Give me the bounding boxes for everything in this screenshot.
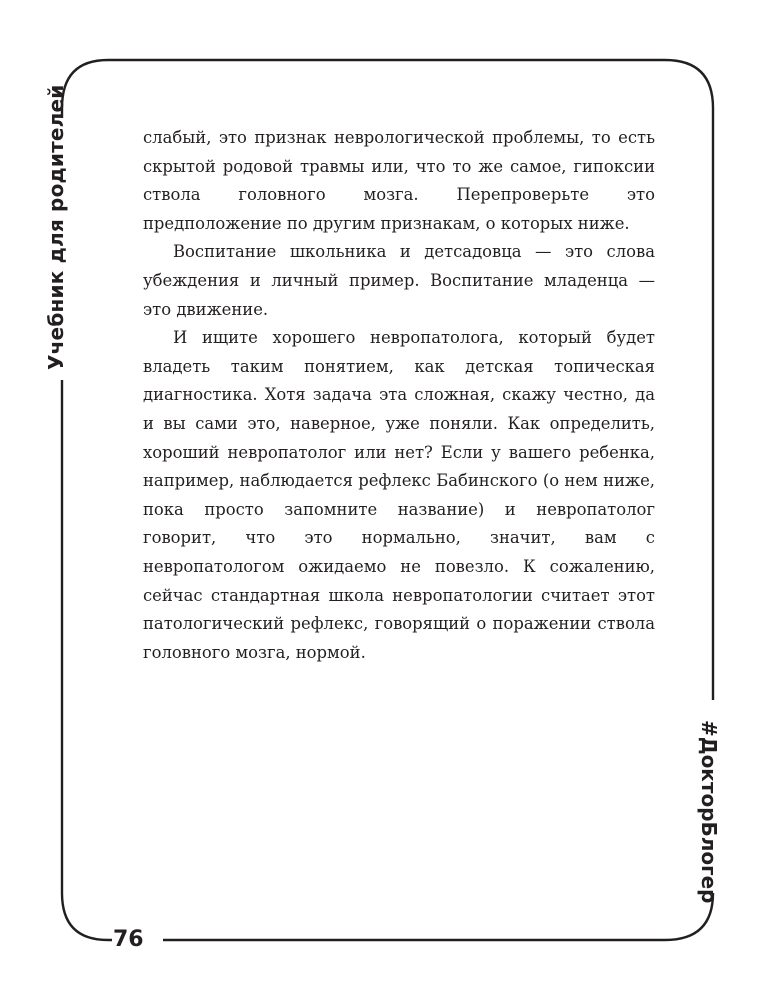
book-title-vertical: Учебник для родителей — [44, 84, 68, 370]
page-number: 76 — [113, 927, 144, 952]
paragraph: И ищите хорошего невропатолога, который будет владеть таким понятием, как детская топическая диагностика. Хотя задача эта сложная, скажу честно, да и вы сами это, наверное, уже поняли. Как определить, хороший невропатолог или нет? Если у вашего ребенка, например, наблюдается рефлекс Бабинского (о нем ниже, пока просто запомните название) и невропатолог говорит, что это нормально, значит, вам с невропатологом ожидаемо не повезло. К сожалению, сейчас стандартная школа невропатологии считает этот патологический рефлекс, говорящий о поражении ствола головного мозга, нормой. — [143, 328, 655, 662]
paragraph: слабый, это признак неврологической проблемы, то есть скрытой родовой травмы или, что то же самое, гипоксии ствола головного мозга. Перепроверьте это предположение по другим признакам, о которых ниже. — [143, 128, 655, 233]
hashtag-vertical: #ДокторБлогер — [697, 720, 721, 904]
body-text — [143, 124, 655, 667]
paragraph: Воспитание школьника и детсадовца — это слова убеждения и личный пример. Воспитание младенца — это движение. — [143, 242, 655, 319]
